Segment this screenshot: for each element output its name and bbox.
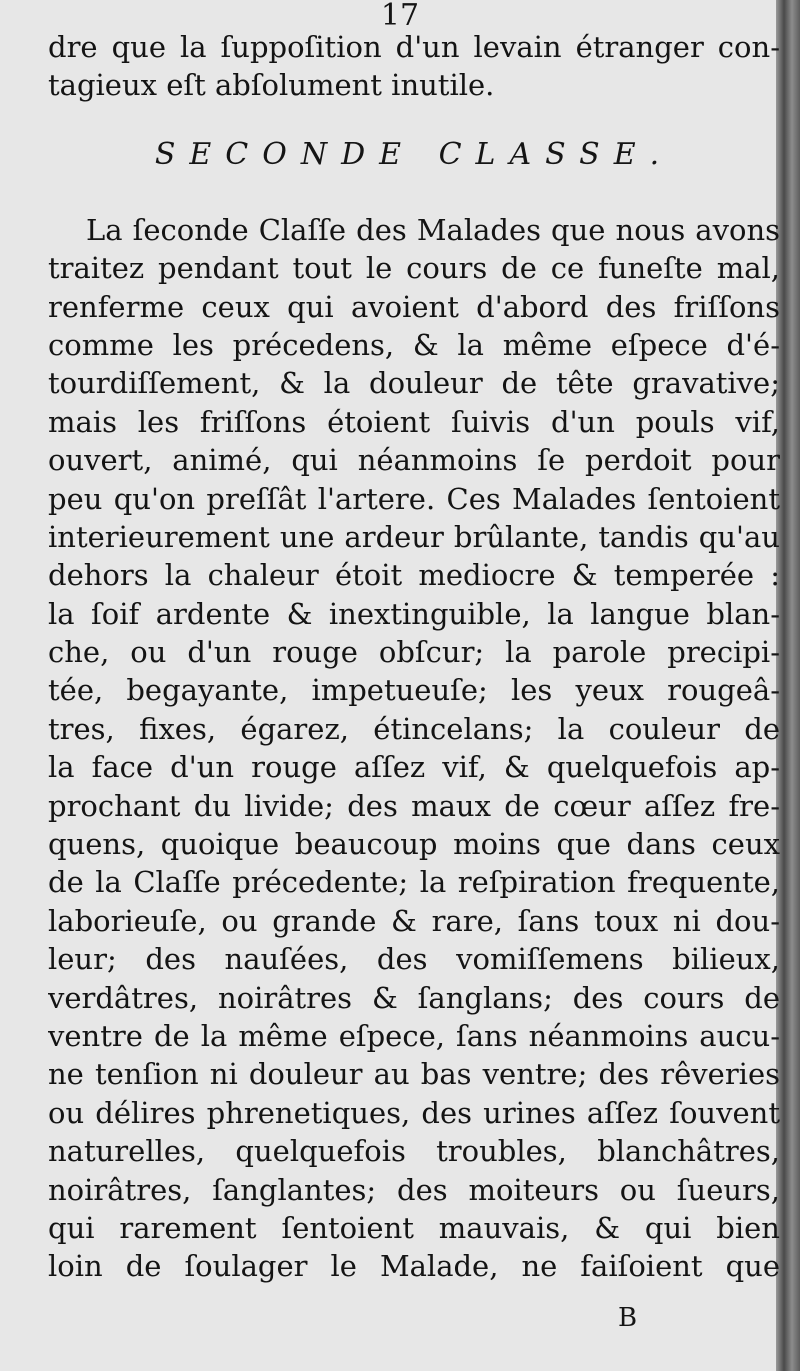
text-line: dehors la chaleur étoit mediocre & temperée : [48,558,780,593]
text-line: dre que la ſuppoſition d'un levain étranger con- [48,30,780,64]
text-line: tagieux eſt abſolument inutile. [48,68,495,103]
text-line: leur; des nauſées, des vomiſſemens bilieux, [48,942,780,977]
page-number: 17 [380,0,420,33]
signature-mark: B [618,1303,638,1333]
text-line: la ſoif ardente & inextinguible, la langue blan- [48,596,780,631]
text-line: verdâtres, noirâtres & ſanglans; des cours de [48,980,780,1015]
text-line: mais les friſſons étoient ſuivis d'un pouls vif, [48,404,780,439]
text-line: comme les précedens, & la même eſpece d'é- [48,327,780,362]
text-line: naturelles, quelquefois troubles, blanchâtres, [48,1134,780,1169]
text-line: quens, quoique beaucoup moins que dans ceux [48,827,780,862]
section-heading: SECONDE CLASSE. [154,136,674,172]
text-line: prochant du livide; des maux de cœur aſſez fre- [48,788,780,823]
text-line: renferme ceux qui avoient d'abord des friſſons [48,289,780,324]
text-line: qui rarement ſentoient mauvais, & qui bien [48,1210,780,1245]
text-line: tée, begayante, impetueuſe; les yeux rougeâ- [48,673,780,708]
text-line: laborieuſe, ou grande & rare, ſans toux ni dou- [48,903,780,938]
text-line: tourdiſſement, & la douleur de tête gravative; [48,366,780,401]
text-line: La ſeconde Claſſe des Malades que nous avons [86,212,780,247]
text-line: traitez pendant tout le cours de ce funeſte mal, [48,251,780,286]
page-text [48,28,780,1286]
text-line: che, ou d'un rouge obſcur; la parole precipi- [48,635,780,670]
text-line: de la Claſſe précedente; la reſpiration frequente, [48,865,780,900]
text-line: loin de ſoulager le Malade, ne faiſoient que [48,1249,780,1284]
text-line: ouvert, animé, qui néanmoins ſe perdoit pour [48,443,780,478]
text-line: peu qu'on preſſât l'artere. Ces Malades ſentoient [48,481,780,516]
text-line: la face d'un rouge aſſez vif, & quelquefois ap- [48,750,780,785]
text-line: tres, fixes, égarez, étincelans; la couleur de [48,711,780,746]
text-line: ventre de la même eſpece, ſans néanmoins aucu- [48,1018,780,1053]
text-line: ne tenſion ni douleur au bas ventre; des rêveries [48,1057,780,1092]
text-line: noirâtres, ſanglantes; des moiteurs ou ſueurs, [48,1172,780,1207]
text-line: ou délires phrenetiques, des urines aſſez ſouvent [48,1095,780,1130]
text-line: interieurement une ardeur brûlante, tandis qu'au [48,519,780,554]
